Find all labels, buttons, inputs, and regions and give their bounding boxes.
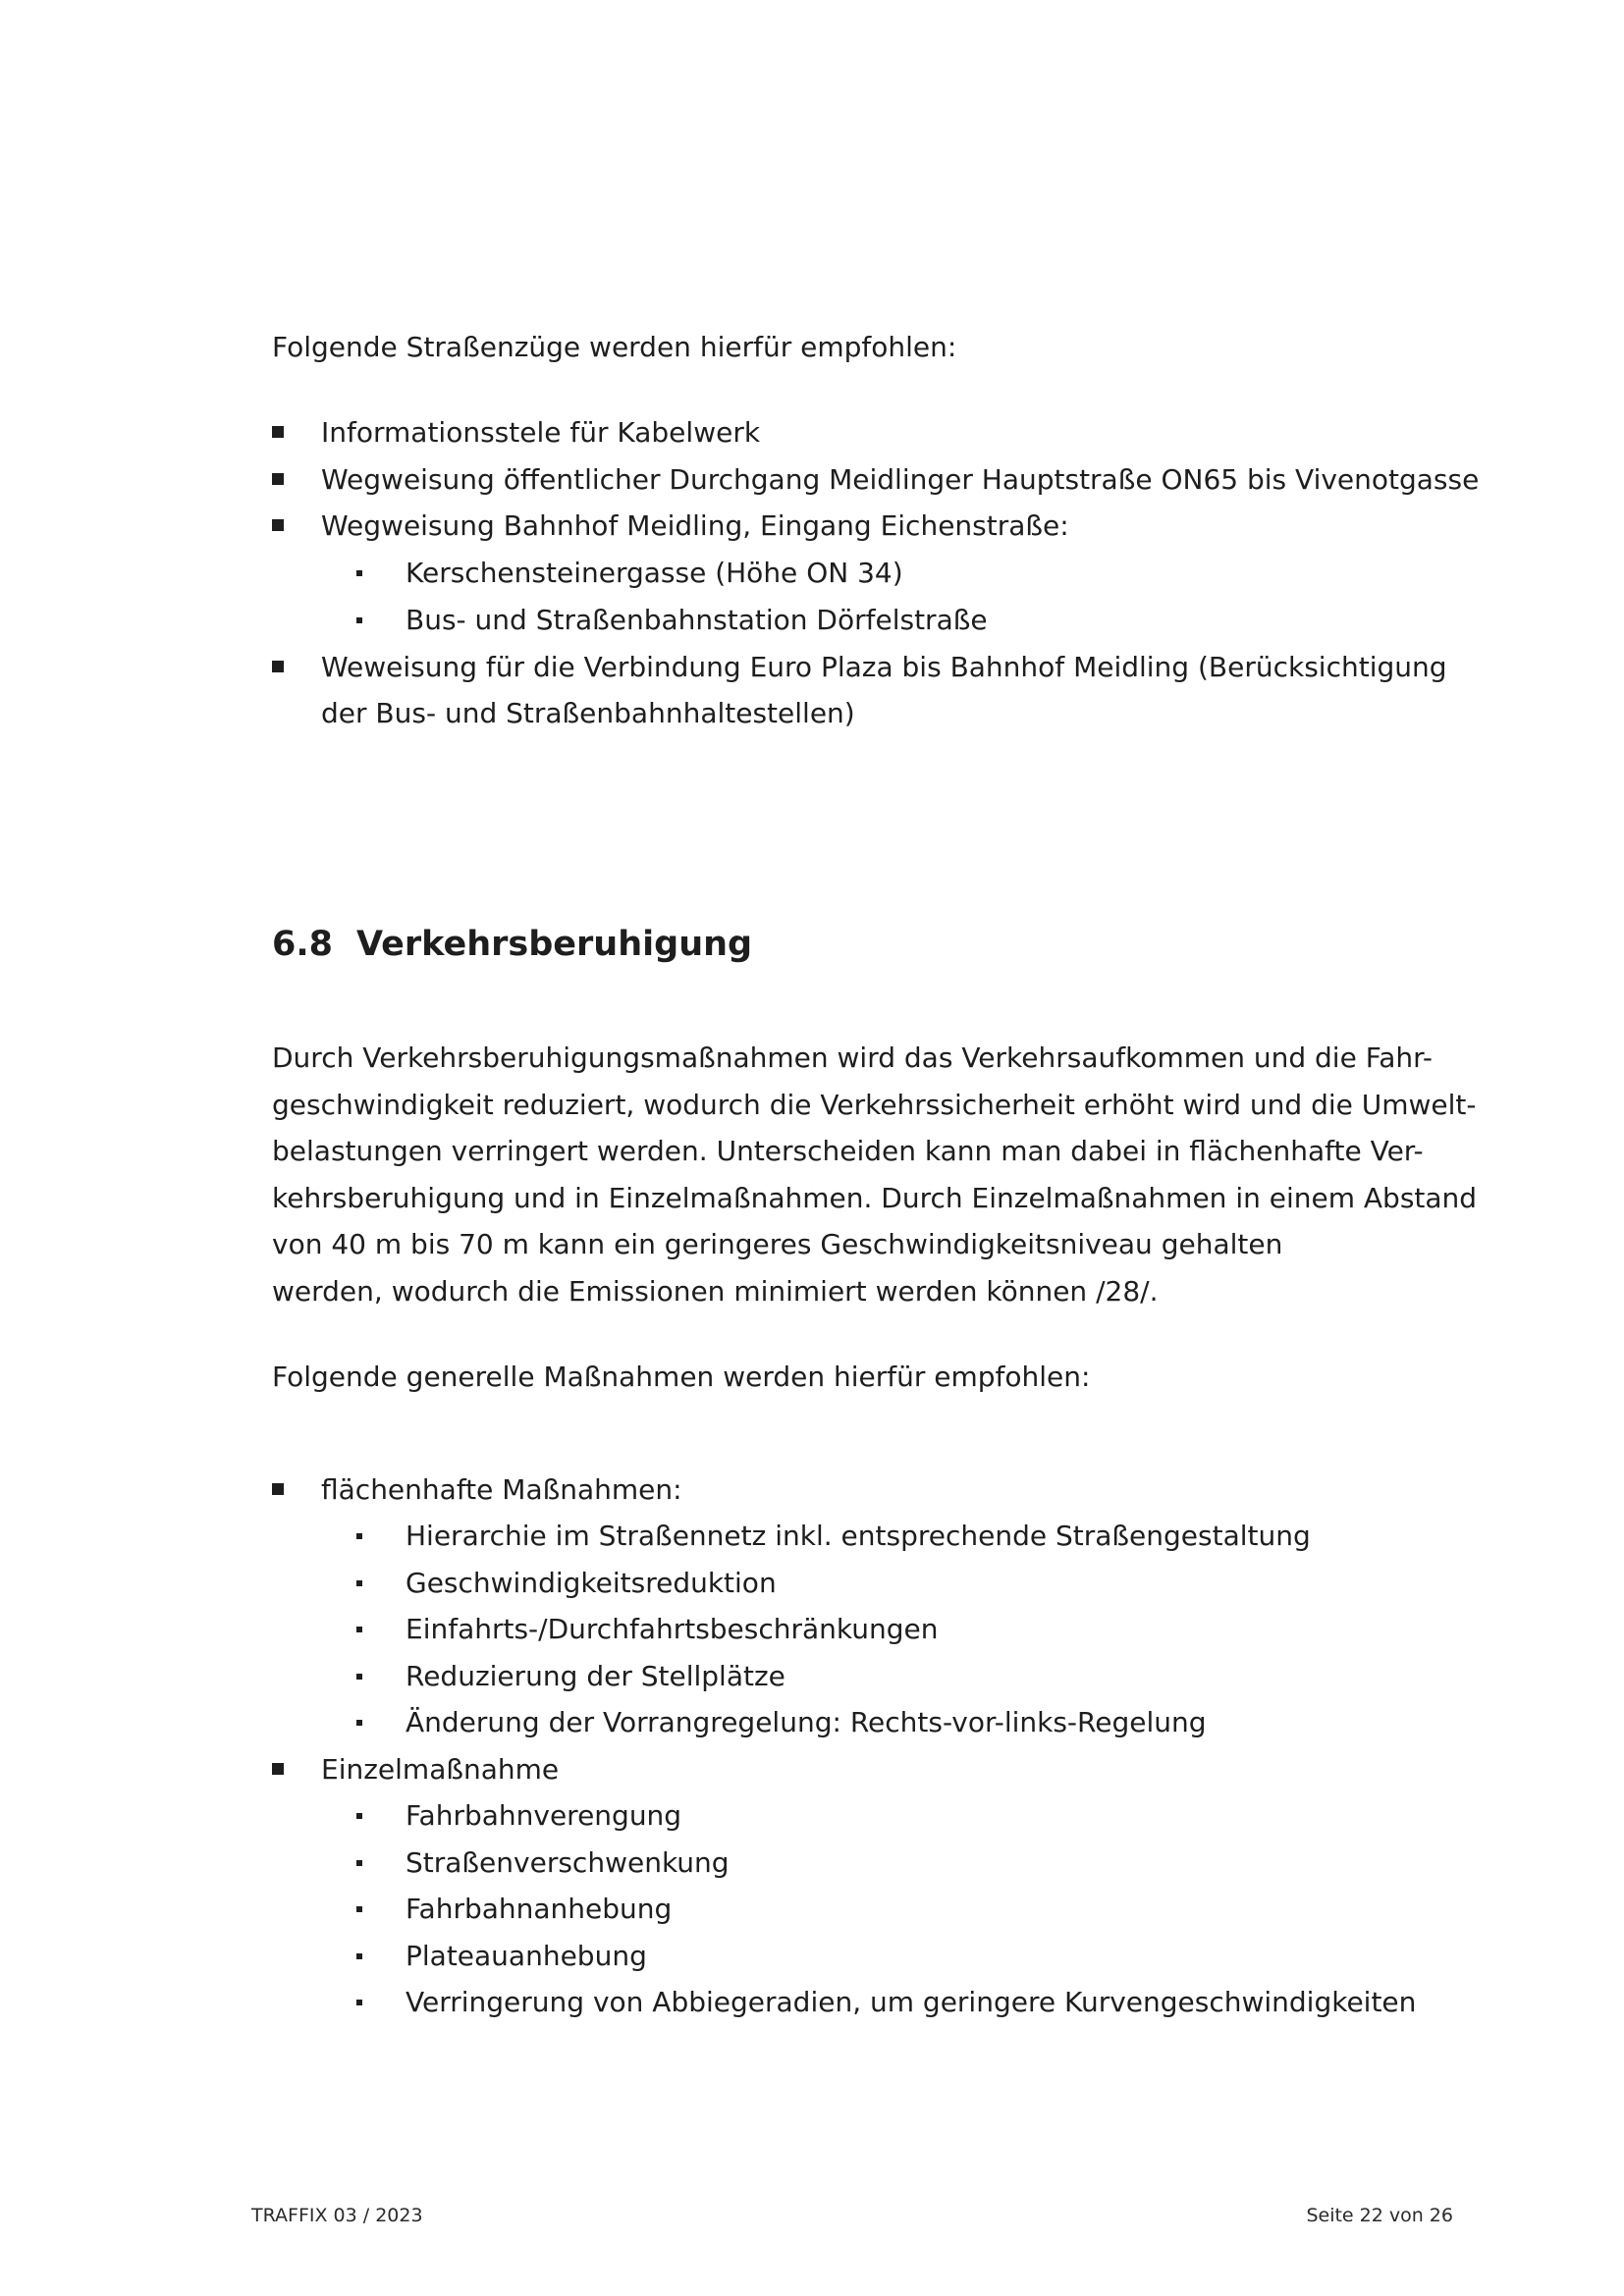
list-item-text: Wegweisung Bahnhof Meidling, Eingang Eichenstraße:	[321, 509, 1069, 542]
small-bullet-icon	[356, 1953, 362, 1959]
sub-list-item-text: Verringerung von Abbiegeradien, um geringere Kurvengeschwindigkeiten	[406, 1986, 1417, 2018]
paragraph-line: werden, wodurch die Emissionen minimiert werden können /28/.	[272, 1274, 1159, 1308]
sub-list-item-text: Plateauanhebung	[406, 1940, 647, 1972]
sub-list-item-text: Geschwindigkeitsreduktion	[406, 1567, 777, 1599]
small-bullet-icon	[356, 2000, 362, 2005]
square-bullet-icon	[272, 426, 284, 438]
list-item-text: Einzelmaßnahme	[321, 1753, 560, 1786]
section-number: 6.8	[272, 925, 334, 964]
list-item-text: Wegweisung öffentlicher Durchgang Meidlinger Hauptstraße ON65 bis Vivenotgasse	[321, 463, 1480, 496]
small-bullet-icon	[356, 1720, 362, 1726]
paragraph-line: von 40 m bis 70 m kann ein geringeres Geschwindigkeitsniveau gehalten	[272, 1228, 1283, 1261]
sub-list-item-text: Straßenverschwenkung	[406, 1846, 730, 1879]
small-bullet-icon	[356, 570, 362, 576]
small-bullet-icon	[356, 1580, 362, 1586]
paragraph-line: kehrsberuhigung und in Einzelmaßnahmen. Durch Einzelmaßnahmen in einem Abstand	[272, 1181, 1478, 1214]
sub-list-item-text: Änderung der Vorrangregelung: Rechts-vor-links-Regelung	[406, 1706, 1207, 1738]
paragraph-line: belastungen verringert werden. Unterscheiden kann man dabei in flächenhafte Ver-	[272, 1135, 1424, 1168]
small-bullet-icon	[356, 1906, 362, 1912]
sub-list-item-text: Kerschensteinergasse (Höhe ON 34)	[406, 557, 903, 589]
paragraph-line: Durch Verkehrsberuhigungsmaßnahmen wird das Verkehrsaufkommen und die Fahr-	[272, 1041, 1433, 1074]
small-bullet-icon	[356, 1627, 362, 1632]
sub-list-item-text: Fahrbahnverengung	[406, 1799, 682, 1832]
sub-list-item-text: Reduzierung der Stellplätze	[406, 1660, 785, 1692]
sub-list-item-text: Bus- und Straßenbahnstation Dörfelstraße	[406, 604, 988, 636]
paragraph-line: geschwindigkeit reduziert, wodurch die Verkehrssicherheit erhöht wird und die Umwelt-	[272, 1088, 1477, 1121]
sub-list-item-text: Fahrbahnanhebung	[406, 1893, 673, 1925]
small-bullet-icon	[356, 1860, 362, 1866]
small-bullet-icon	[356, 1674, 362, 1680]
sub-list-item-text: Einfahrts-/Durchfahrtsbeschränkungen	[406, 1613, 939, 1645]
square-bullet-icon	[272, 519, 284, 531]
footer-document-id: TRAFFIX 03 / 2023	[251, 2205, 423, 2226]
section-title: Verkehrsberuhigung	[356, 925, 753, 964]
square-bullet-icon	[272, 1763, 284, 1775]
small-bullet-icon	[356, 1813, 362, 1819]
footer-page-number: Seite 22 von 26	[1306, 2205, 1453, 2226]
list-item-text: flächenhafte Maßnahmen:	[321, 1473, 682, 1506]
intro-text-measures: Folgende generelle Maßnahmen werden hierfür empfohlen:	[272, 1361, 1091, 1393]
square-bullet-icon	[272, 473, 284, 485]
list-item-text: der Bus- und Straßenbahnhaltestellen)	[321, 697, 855, 729]
list-item-text: Informationsstele für Kabelwerk	[321, 416, 761, 449]
intro-text: Folgende Straßenzüge werden hierfür empfohlen:	[272, 331, 957, 363]
square-bullet-icon	[272, 661, 284, 672]
square-bullet-icon	[272, 1483, 284, 1495]
small-bullet-icon	[356, 1533, 362, 1539]
small-bullet-icon	[356, 617, 362, 623]
sub-list-item-text: Hierarchie im Straßennetz inkl. entsprechende Straßengestaltung	[406, 1520, 1311, 1552]
list-item-text: Weweisung für die Verbindung Euro Plaza bis Bahnhof Meidling (Berücksichtigung	[321, 651, 1447, 683]
body-paragraph	[272, 1035, 1478, 1315]
